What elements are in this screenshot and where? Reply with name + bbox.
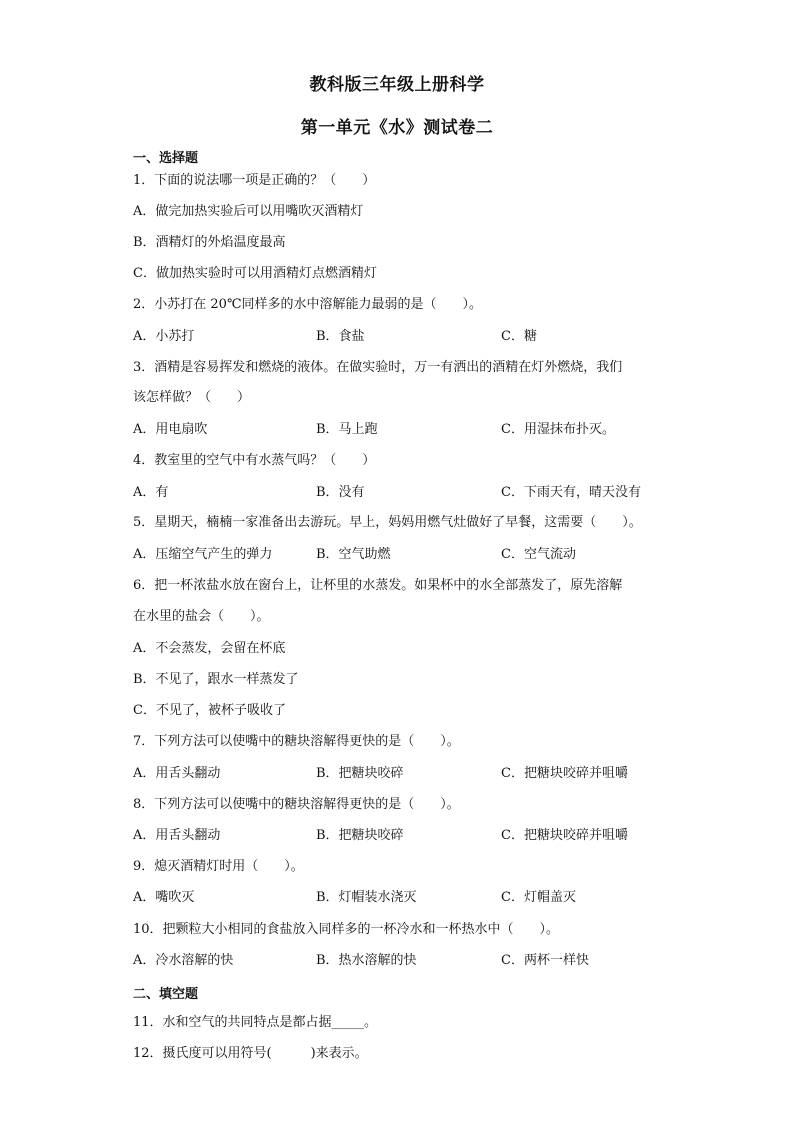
question-9-option-a: A．嘴吹灭	[133, 890, 195, 905]
question-4-option-a: A．有	[133, 485, 169, 500]
question-10-option-a: A．冷水溶解的快	[133, 953, 234, 968]
question-8-stem: 8．下列方法可以使嘴中的糖块溶解得更快的是（ ）。	[133, 797, 460, 812]
question-9-stem: 9．熄灭酒精灯时用（ ）。	[133, 859, 304, 874]
question-7-option-b: B．把糖块咬碎	[316, 766, 404, 781]
question-10-stem: 10．把颗粒大小相同的食盐放入同样多的一杯冷水和一杯热水中（ ）。	[133, 922, 560, 937]
question-12-stem: 12．摄氏度可以用符号( )来表示。	[133, 1046, 368, 1061]
question-2-stem: 2．小苏打在 20℃同样多的水中溶解能力最弱的是（ ）。	[133, 297, 482, 312]
question-1-option-b: B．酒精灯的外焰温度最高	[133, 235, 286, 250]
question-6-stem-line-1: 6．把一杯浓盐水放在窗台上，让杯里的水蒸发。如果杯中的水全部蒸发了，原先溶解	[133, 578, 623, 593]
question-2-option-a: A．小苏打	[133, 329, 195, 344]
question-3-option-a: A．用电扇吹	[133, 422, 208, 437]
question-1-stem: 1．下面的说法哪一项是正确的？（ ）	[133, 173, 376, 188]
question-10-option-b: B．热水溶解的快	[316, 953, 417, 968]
question-4-stem: 4．教室里的空气中有水蒸气吗？（ ）	[133, 453, 376, 468]
question-7-option-a: A．用舌头翻动	[133, 766, 221, 781]
document-title: 教科版三年级上册科学	[309, 75, 485, 95]
question-2-option-c: C．糖	[501, 329, 537, 344]
question-3-option-c: C．用湿抹布扑灭。	[501, 422, 615, 437]
question-6-option-c: C．不见了，被杯子吸收了	[133, 703, 286, 718]
question-5-stem: 5．星期天，楠楠一家准备出去游玩。早上，妈妈用燃气灶做好了早餐，这需要（ ）。	[133, 515, 642, 530]
question-11-stem: 11．水和空气的共同特点是都占据_____。	[133, 1015, 378, 1030]
question-9-option-c: C．灯帽盖灭	[501, 890, 576, 905]
question-5-option-c: C．空气流动	[501, 547, 576, 562]
question-8-option-c: C．把糖块咬碎并咀嚼	[501, 828, 628, 843]
question-1-option-c: C．做加热实验时可以用酒精灯点燃酒精灯	[133, 266, 377, 281]
document-subtitle: 第一单元《水》测试卷二	[300, 118, 494, 138]
question-8-option-a: A．用舌头翻动	[133, 828, 221, 843]
question-1-option-a: A．做完加热实验后可以用嘴吹灭酒精灯	[133, 204, 364, 219]
question-5-option-b: B．空气助燃	[316, 547, 391, 562]
question-10-option-c: C．两杯一样快	[501, 953, 589, 968]
question-7-option-c: C．把糖块咬碎并咀嚼	[501, 766, 628, 781]
question-4-option-c: C．下雨天有，晴天没有	[501, 485, 641, 500]
question-6-option-a: A．不会蒸发，会留在杯底	[133, 641, 286, 656]
question-6-stem-line-2: 在水里的盐会（ ）。	[133, 609, 270, 624]
question-4-option-b: B．没有	[316, 485, 365, 500]
question-5-option-a: A．压缩空气产生的弹力	[133, 547, 273, 562]
question-6-option-b: B．不见了，跟水一样蒸发了	[133, 672, 299, 687]
question-8-option-b: B．把糖块咬碎	[316, 828, 404, 843]
question-3-stem-line-1: 3．酒精是容易挥发和燃烧的液体。在做实验时，万一有洒出的酒精在灯外燃烧，我们	[133, 360, 623, 375]
question-3-option-b: B．马上跑	[316, 422, 378, 437]
section-heading-fill: 二、填空题	[133, 987, 199, 1002]
question-9-option-b: B．灯帽装水浇灭	[316, 890, 417, 905]
section-heading-choice: 一、选择题	[133, 151, 199, 166]
question-2-option-b: B．食盐	[316, 329, 365, 344]
question-7-stem: 7．下列方法可以使嘴中的糖块溶解得更快的是（ ）。	[133, 734, 460, 749]
question-3-stem-line-2: 该怎样做？（ ）	[133, 390, 251, 405]
